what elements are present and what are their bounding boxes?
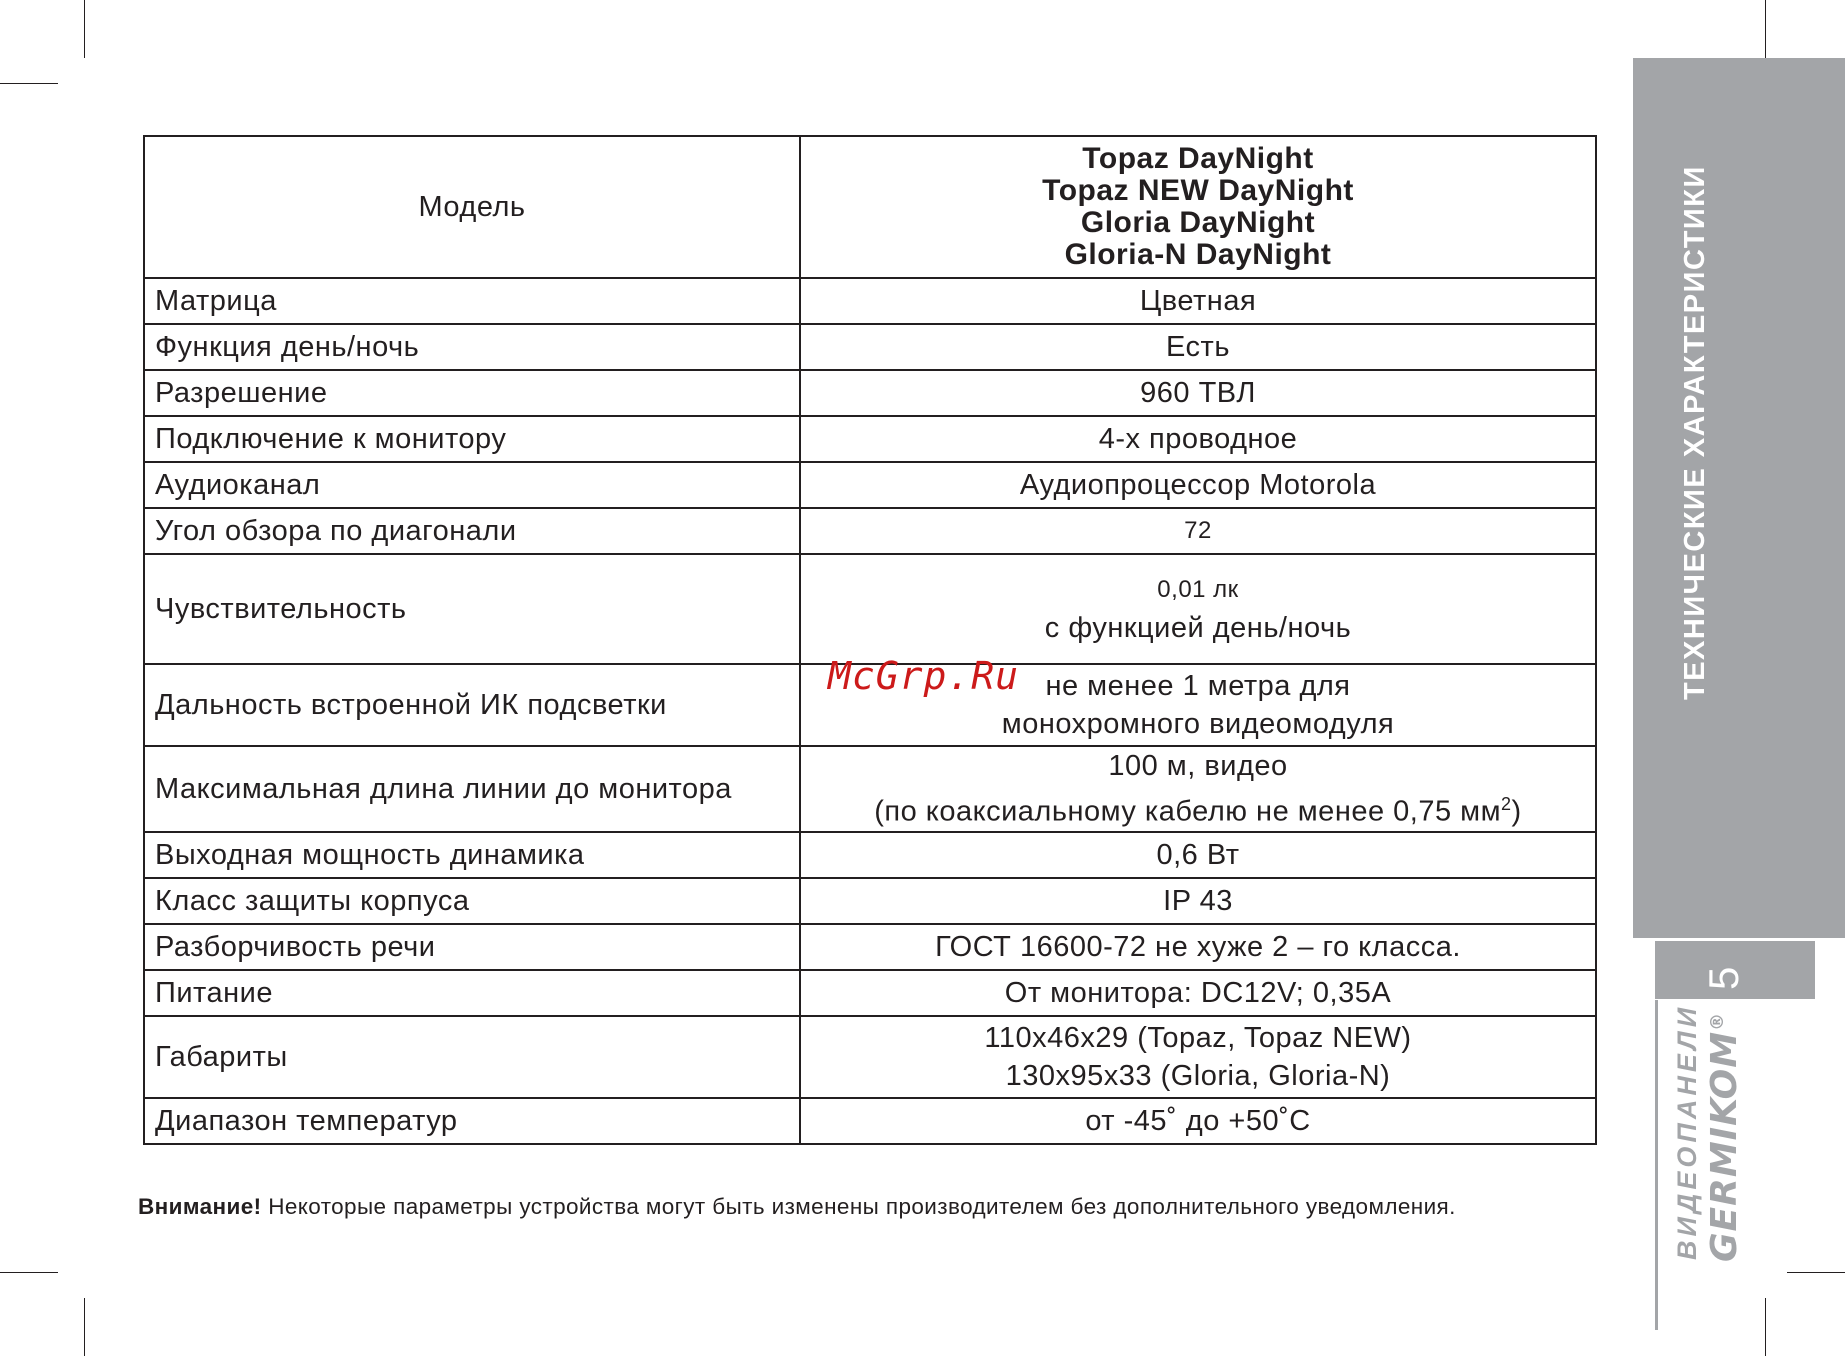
value-text: ) <box>1511 795 1522 828</box>
page-number: 5 <box>1700 966 1747 990</box>
param-value: Цветная <box>800 278 1596 324</box>
table-row <box>144 324 1596 370</box>
watermark: McGrp.Ru <box>828 654 1020 698</box>
param-label: Угол обзора по диагонали <box>144 508 800 554</box>
param-label: Класс защиты корпуса <box>144 878 800 924</box>
param-label: Выходная мощность динамика <box>144 832 800 878</box>
param-value: Аудиопроцессор Motorola <box>800 462 1596 508</box>
model-label: Модель <box>144 136 800 278</box>
value-line: с функцией день/ночь <box>1044 612 1352 644</box>
registered-mark: ® <box>1707 1011 1728 1031</box>
table-row <box>144 554 1596 664</box>
section-title: ТЕХНИЧЕСКИЕ ХАРАКТЕРИСТИКИ <box>1679 165 1711 700</box>
model-name: Topaz NEW DayNight <box>1042 174 1354 207</box>
param-value: 0,6 Вт <box>800 832 1596 878</box>
table-row <box>144 832 1596 878</box>
notice-text: Некоторые параметры устройства могут быть изменены производителем без дополнительного уведомления. <box>268 1194 1456 1219</box>
notice <box>138 1194 1600 1220</box>
value-line: 0,01 лк <box>1157 576 1239 603</box>
table-row <box>144 924 1596 970</box>
param-value: ГОСТ 16600-72 не хуже 2 – го класса. <box>800 924 1596 970</box>
param-label: Разрешение <box>144 370 800 416</box>
model-name: Topaz DayNight <box>1082 142 1314 175</box>
brand-logo <box>1704 1012 1745 1262</box>
table-row <box>144 1098 1596 1144</box>
param-value: Есть <box>800 324 1596 370</box>
table-row <box>144 416 1596 462</box>
brand-subtitle: ВИДЕОПАНЕЛИ <box>1672 1003 1702 1260</box>
crop-mark <box>1765 0 1766 58</box>
spec-table <box>143 135 1597 1145</box>
table-row <box>144 508 1596 554</box>
param-value: 4-х проводное <box>800 416 1596 462</box>
value-text: (по коаксиальному кабелю не менее 0,75 мм <box>874 795 1502 828</box>
value-line: не менее 1 метра для <box>1045 670 1351 702</box>
param-value <box>800 1016 1596 1098</box>
brand-name: GERMIKOM <box>1704 1030 1745 1262</box>
param-value <box>800 746 1596 832</box>
param-label: Разборчивость речи <box>144 924 800 970</box>
value-line: 110х46х29 (Topaz, Topaz NEW) <box>984 1021 1412 1054</box>
value-line: 100 м, видео <box>1108 750 1288 782</box>
model-name: Gloria DayNight <box>1080 206 1316 239</box>
crop-mark <box>1765 1298 1766 1356</box>
brand-divider <box>1655 1000 1658 1330</box>
param-label: Чувствительность <box>144 554 800 664</box>
model-name: Gloria-N DayNight <box>1064 238 1332 271</box>
crop-mark <box>84 1298 85 1356</box>
param-value: IP 43 <box>800 878 1596 924</box>
param-value: 960 ТВЛ <box>800 370 1596 416</box>
table-row <box>144 1016 1596 1098</box>
value-line: 130х95х33 (Gloria, Gloria-N) <box>1005 1059 1391 1092</box>
table-row <box>144 370 1596 416</box>
model-names <box>800 136 1596 278</box>
crop-mark <box>0 1272 58 1273</box>
page-number-rule <box>1655 939 1815 941</box>
crop-mark <box>0 83 58 84</box>
param-label: Подключение к монитору <box>144 416 800 462</box>
table-row <box>144 462 1596 508</box>
table-row-model <box>144 136 1596 278</box>
param-label: Питание <box>144 970 800 1016</box>
param-label: Дальность встроенной ИК подсветки <box>144 664 800 746</box>
crop-mark <box>1787 1272 1845 1273</box>
param-value <box>800 554 1596 664</box>
notice-lead: Внимание! <box>138 1194 262 1219</box>
param-value: От монитора: DC12V; 0,35А <box>800 970 1596 1016</box>
param-value: 72 <box>800 508 1596 554</box>
value-superscript: 2 <box>1501 794 1512 814</box>
section-band <box>1633 58 1845 938</box>
param-label: Диапазон температур <box>144 1098 800 1144</box>
crop-mark <box>84 0 85 58</box>
value-line <box>811 785 1585 831</box>
param-label: Функция день/ночь <box>144 324 800 370</box>
param-label: Матрица <box>144 278 800 324</box>
table-row <box>144 746 1596 832</box>
param-value: от -45˚ до +50˚С <box>800 1098 1596 1144</box>
table-row <box>144 970 1596 1016</box>
param-label: Аудиоканал <box>144 462 800 508</box>
table-row <box>144 878 1596 924</box>
param-label: Максимальная длина линии до монитора <box>144 746 800 832</box>
table-row <box>144 278 1596 324</box>
param-label: Габариты <box>144 1016 800 1098</box>
value-line: монохромного видеомодуля <box>1001 708 1395 740</box>
